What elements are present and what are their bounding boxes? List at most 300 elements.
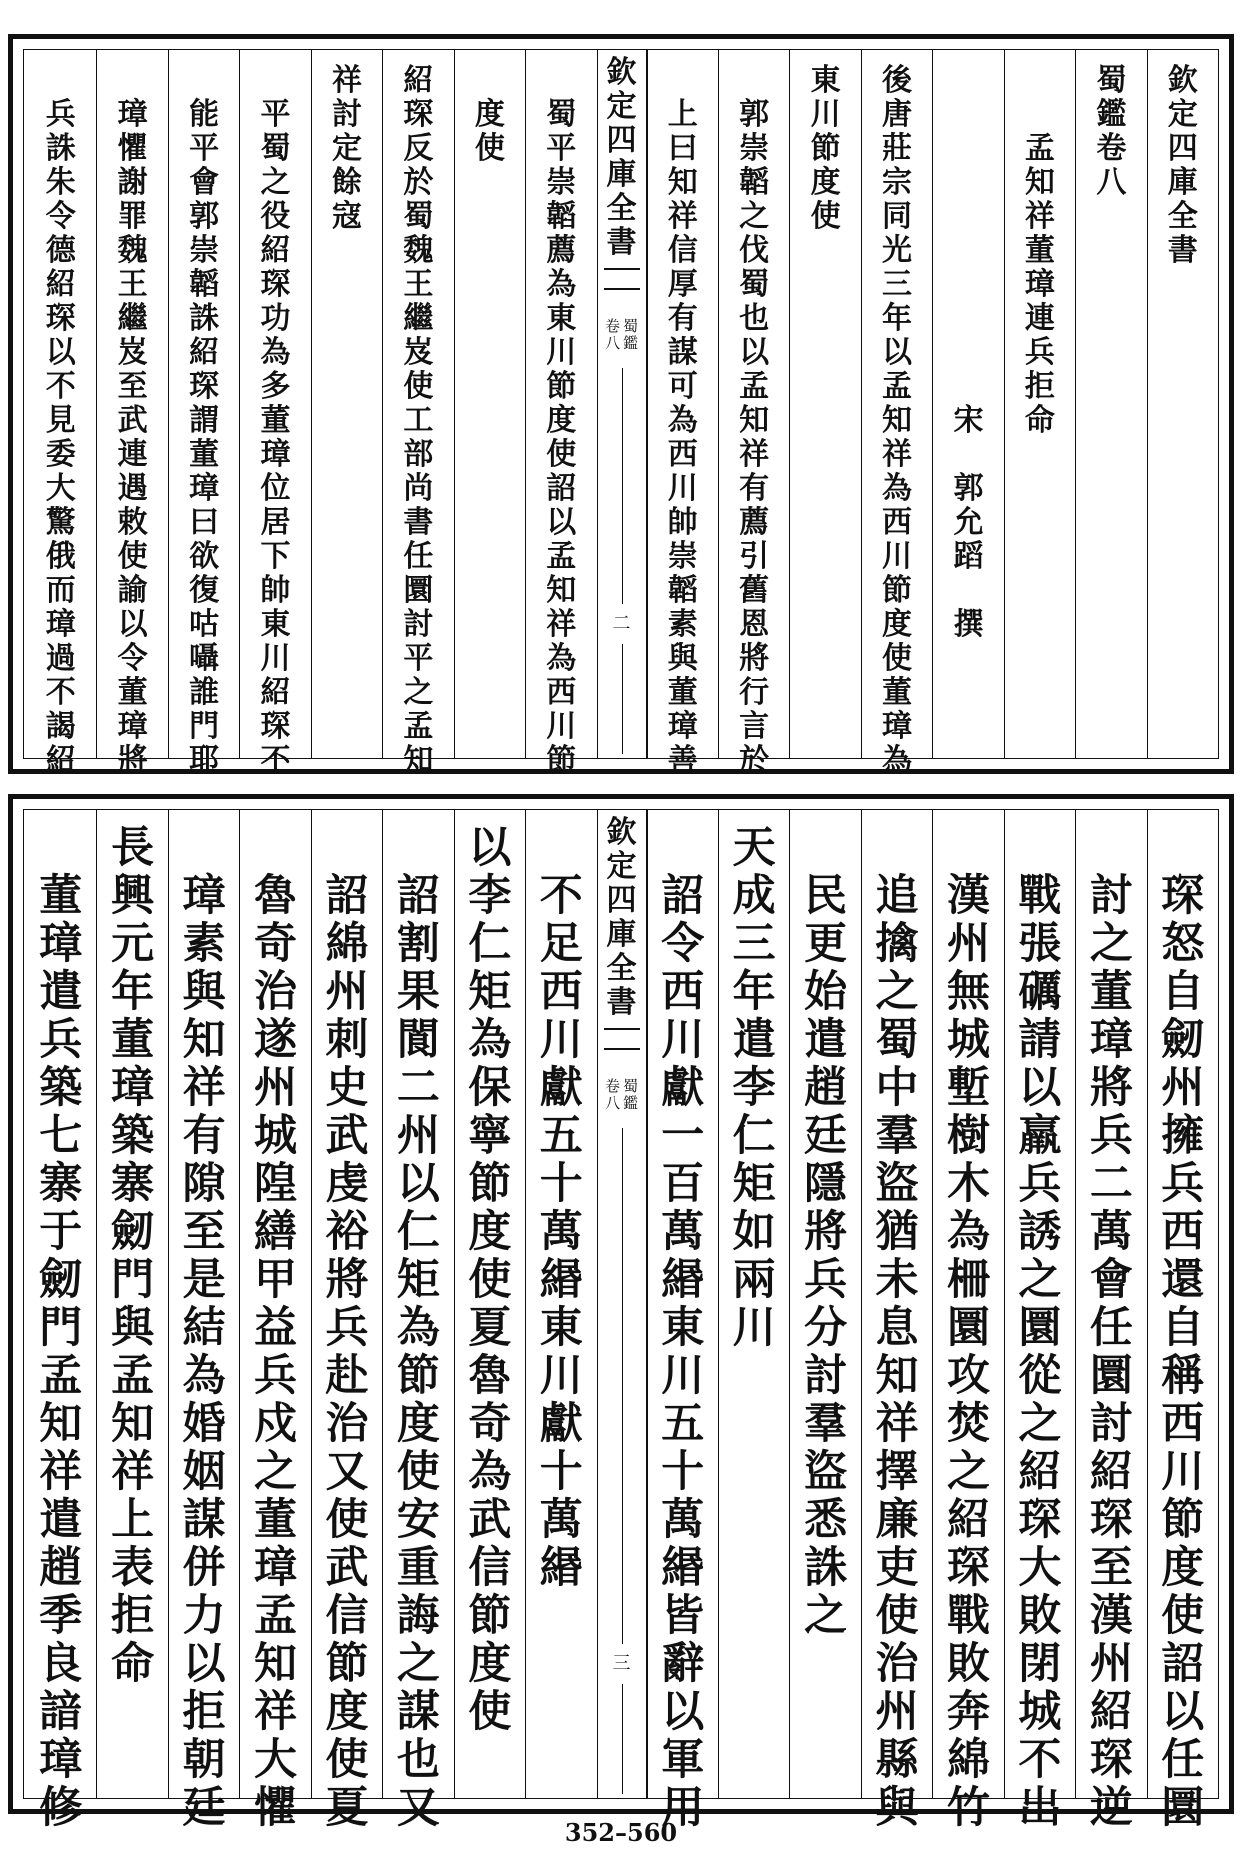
gutter-volume [605, 1078, 620, 1112]
glyph [961, 824, 976, 872]
glyph: 紹 [189, 335, 220, 370]
glyph: 之 [396, 1639, 440, 1689]
glyph: 也 [396, 1735, 440, 1785]
glyph: 矩 [468, 967, 512, 1017]
glyph: 郭 [953, 471, 984, 506]
glyph: 定 [331, 131, 362, 166]
glyph: 足 [539, 919, 583, 969]
gutter-rule-lower [622, 1684, 624, 1794]
glyph: 祥 [182, 1063, 226, 1113]
glyph: 四 [606, 123, 637, 158]
glyph: 誰 [189, 675, 220, 710]
glyph: 董 [1024, 233, 1055, 268]
glyph: 為 [882, 471, 913, 506]
glyph: 劒 [39, 1255, 83, 1305]
glyph: 武 [117, 403, 148, 438]
glyph: 為 [882, 743, 913, 778]
glyph: 璋 [1089, 1015, 1133, 1065]
gutter-page-number: 二 [612, 613, 631, 634]
glyph: 木 [946, 1159, 990, 1209]
glyph: 不 [260, 743, 291, 778]
glyph: 璋 [117, 97, 148, 132]
center-gutter [597, 810, 647, 1798]
column-text [397, 824, 440, 1832]
glyph: 甲 [254, 1255, 298, 1305]
gutter-book-name [623, 1078, 638, 1112]
glyph: 董 [1089, 967, 1133, 1017]
glyph: 節 [396, 1351, 440, 1401]
glyph: 俄 [45, 539, 76, 574]
column-text [733, 824, 776, 1352]
glyph: 百 [661, 1159, 705, 1209]
glyph: 欽 [606, 55, 637, 90]
glyph: 赴 [325, 1351, 369, 1401]
glyph: 部 [403, 437, 434, 472]
glyph: 琛 [189, 369, 220, 404]
glyph: 繼 [117, 301, 148, 336]
text-column-left-1 [454, 810, 525, 1798]
glyph [963, 268, 973, 302]
glyph: 卷 [604, 1077, 620, 1095]
glyph: 州 [1089, 1639, 1133, 1689]
glyph: 一 [661, 1111, 705, 1161]
glyph: 治 [254, 967, 298, 1017]
glyph [1104, 824, 1119, 872]
glyph: 息 [875, 1303, 919, 1353]
glyph: 會 [1089, 1255, 1133, 1305]
glyph: 良 [39, 1639, 83, 1689]
glyph: 蜀 [546, 97, 577, 132]
gutter-subtitle [605, 1078, 638, 1112]
glyph: 定 [606, 89, 637, 124]
glyph: 西 [1161, 1207, 1205, 1257]
gutter-page-number: 三 [612, 1653, 631, 1674]
glyph: 諭 [117, 573, 148, 608]
glyph: 崇 [667, 539, 698, 574]
glyph: 祥 [1024, 199, 1055, 234]
glyph: 至 [117, 369, 148, 404]
glyph: 四 [606, 883, 637, 918]
glyph: 稱 [1161, 1351, 1205, 1401]
glyph: 戍 [254, 1399, 298, 1449]
column-text [39, 824, 82, 1832]
glyph: 八 [604, 1094, 620, 1112]
glyph: 知 [546, 573, 577, 608]
glyph: 十 [661, 1447, 705, 1497]
glyph: 擇 [875, 1447, 919, 1497]
glyph: 郭 [739, 97, 770, 132]
glyph: 知 [739, 403, 770, 438]
glyph: 誅 [804, 1543, 848, 1593]
text-column-right-5 [789, 50, 860, 758]
text-column-right-1 [1075, 50, 1146, 758]
glyph: 羣 [804, 1399, 848, 1449]
text-column-left-0 [525, 810, 596, 1798]
glyph: 使 [403, 369, 434, 404]
glyph: 閬 [396, 1015, 440, 1065]
glyph: 令 [661, 919, 705, 969]
glyph: 季 [39, 1591, 83, 1641]
glyph: 朝 [182, 1735, 226, 1785]
glyph: 將 [117, 743, 148, 778]
glyph: 閉 [1018, 1639, 1062, 1689]
glyph: 書 [403, 505, 434, 540]
glyph: 度 [468, 1639, 512, 1689]
glyph: 琛 [403, 97, 434, 132]
glyph: 節 [882, 573, 913, 608]
glyph: 元 [111, 919, 155, 969]
glyph: 川 [539, 1015, 583, 1065]
glyph: 平 [260, 97, 291, 132]
glyph: 庫 [1167, 165, 1198, 200]
column-text [118, 64, 148, 778]
glyph: 焚 [946, 1399, 990, 1449]
glyph: 軍 [661, 1735, 705, 1785]
glyph: 力 [182, 1591, 226, 1641]
glyph: 同 [882, 199, 913, 234]
glyph: 詔 [546, 471, 577, 506]
glyph: 反 [403, 131, 434, 166]
column-text [189, 64, 219, 778]
glyph: 州 [325, 967, 369, 1017]
glyph: 魯 [254, 871, 298, 921]
glyph: 治 [875, 1639, 919, 1689]
glyph: 鑑 [623, 1094, 639, 1112]
gutter-rule [622, 1128, 624, 1644]
glyph: 川 [732, 1303, 776, 1353]
glyph: 拒 [111, 1591, 155, 1641]
text-column-left-3 [311, 50, 382, 758]
glyph: 隱 [804, 1159, 848, 1209]
column-text [332, 64, 362, 234]
glyph: 自 [1161, 1303, 1205, 1353]
glyph: 朱 [45, 165, 76, 200]
fish-tail-mark [604, 1028, 640, 1050]
glyph: 岌 [117, 335, 148, 370]
glyph: 知 [111, 1399, 155, 1449]
glyph: 緡 [661, 1543, 705, 1593]
column-text [546, 64, 576, 778]
glyph: 恩 [739, 607, 770, 642]
glyph: 祥 [254, 1687, 298, 1737]
glyph: 不 [1018, 1735, 1062, 1785]
text-column-right-0 [1147, 810, 1218, 1833]
glyph: 兵 [1024, 335, 1055, 370]
glyph: 敕 [117, 505, 148, 540]
glyph: 孟 [254, 1591, 298, 1641]
glyph: 蜀 [260, 131, 291, 166]
glyph: 於 [739, 743, 770, 778]
glyph: 趙 [804, 1063, 848, 1113]
glyph [963, 336, 973, 370]
glyph: 董 [882, 675, 913, 710]
text-column-right-4 [861, 810, 932, 1833]
glyph: 奇 [254, 919, 298, 969]
glyph: 遣 [804, 1015, 848, 1065]
glyph: 以 [396, 1159, 440, 1209]
glyph: 綿 [946, 1735, 990, 1785]
glyph: 矩 [396, 1255, 440, 1305]
glyph: 年 [111, 967, 155, 1017]
glyph: 位 [260, 471, 291, 506]
glyph: 欽 [606, 815, 637, 850]
glyph: 董 [254, 1495, 298, 1545]
column-text [1090, 824, 1133, 1832]
glyph: 西 [882, 505, 913, 540]
glyph: 紹 [403, 63, 434, 98]
column-text [254, 824, 297, 1832]
glyph: 琛 [1089, 1495, 1133, 1545]
glyph: 璋 [111, 1063, 155, 1113]
glyph: 李 [468, 871, 512, 921]
text-column-left-3 [311, 810, 382, 1833]
glyph: 謁 [45, 709, 76, 744]
glyph: 祥 [875, 1399, 919, 1449]
column-text [468, 824, 511, 1736]
glyph: 四 [1167, 131, 1198, 166]
text-column-left-2 [382, 50, 453, 778]
glyph: 罪 [117, 199, 148, 234]
glyph: 使 [468, 1687, 512, 1737]
glyph [197, 824, 212, 872]
glyph: 伐 [739, 233, 770, 268]
glyph: 討 [403, 607, 434, 642]
glyph: 之 [804, 1591, 848, 1641]
glyph: 矩 [732, 1159, 776, 1209]
glyph: 猶 [875, 1207, 919, 1257]
glyph: 韜 [546, 199, 577, 234]
glyph: 耶 [189, 743, 220, 778]
glyph: 過 [45, 641, 76, 676]
glyph: 治 [325, 1399, 369, 1449]
column-text [261, 64, 291, 778]
glyph: 仁 [732, 1111, 776, 1161]
glyph: 討 [1089, 1399, 1133, 1449]
glyph: 也 [739, 301, 770, 336]
glyph: 年 [732, 967, 776, 1017]
glyph: 紹 [1089, 1687, 1133, 1737]
glyph: 琛 [946, 1543, 990, 1593]
glyph: 命 [1024, 403, 1055, 438]
glyph: 拒 [1024, 369, 1055, 404]
glyph: 至 [182, 1207, 226, 1257]
glyph: 王 [403, 267, 434, 302]
glyph: 信 [325, 1591, 369, 1641]
glyph: 萬 [661, 1207, 705, 1257]
column-text [739, 64, 769, 778]
glyph: 薦 [739, 505, 770, 540]
glyph: 璋 [39, 1735, 83, 1785]
glyph: 二 [396, 1063, 440, 1113]
glyph: 多 [260, 369, 291, 404]
glyph: 川 [260, 641, 291, 676]
glyph: 定 [606, 849, 637, 884]
glyph: 十 [539, 1447, 583, 1497]
glyph: 八 [1096, 165, 1127, 200]
glyph [677, 64, 687, 98]
glyph: 璋 [667, 709, 698, 744]
glyph: 度 [474, 97, 505, 132]
glyph: 成 [732, 871, 776, 921]
glyph: 盜 [875, 1159, 919, 1209]
glyph: 魏 [117, 233, 148, 268]
glyph: 平 [403, 641, 434, 676]
glyph: 武 [325, 1543, 369, 1593]
glyph: 知 [882, 403, 913, 438]
glyph: 裕 [325, 1207, 369, 1257]
glyph: 節 [546, 369, 577, 404]
glyph: 祥 [546, 607, 577, 642]
column-text [1018, 824, 1061, 1832]
glyph: 工 [403, 403, 434, 438]
glyph: 為 [468, 1447, 512, 1497]
glyph: 萬 [539, 1495, 583, 1545]
glyph: 戰 [1018, 871, 1062, 921]
column-text [811, 64, 841, 234]
glyph: 引 [739, 539, 770, 574]
gutter-title [607, 816, 637, 1020]
glyph [270, 64, 280, 98]
text-column-left-5 [168, 50, 239, 778]
glyph: 任 [1161, 1735, 1205, 1785]
glyph: 與 [111, 1303, 155, 1353]
glyph: 於 [403, 165, 434, 200]
glyph: 圜 [946, 1303, 990, 1353]
glyph: 五 [539, 1111, 583, 1161]
column-text [1168, 64, 1198, 268]
column-text [1025, 64, 1055, 438]
glyph: 城 [1018, 1687, 1062, 1737]
glyph: 更 [804, 919, 848, 969]
glyph: 于 [39, 1207, 83, 1257]
glyph: 琛 [1161, 871, 1205, 921]
glyph: 蜀 [403, 199, 434, 234]
glyph: 餘 [331, 165, 362, 200]
glyph: 寨 [111, 1159, 155, 1209]
glyph: 使 [875, 1591, 919, 1641]
glyph: 以 [468, 823, 512, 873]
glyph: 長 [111, 823, 155, 873]
glyph: 祥 [331, 63, 362, 98]
glyph: 使 [468, 1255, 512, 1305]
glyph: 節 [325, 1639, 369, 1689]
glyph: 璋 [182, 871, 226, 921]
glyph: 祥 [739, 437, 770, 472]
glyph: 為 [946, 1207, 990, 1257]
text-column-left-4 [239, 810, 310, 1833]
glyph: 羣 [875, 1111, 919, 1161]
glyph: 以 [546, 505, 577, 540]
glyph: 德 [45, 233, 76, 268]
glyph: 董 [111, 1015, 155, 1065]
glyph [963, 234, 973, 268]
glyph: 盜 [804, 1447, 848, 1497]
glyph: 敗 [1018, 1591, 1062, 1641]
glyph: 討 [1089, 871, 1133, 921]
glyph: 兩 [732, 1255, 776, 1305]
glyph: 曰 [667, 131, 698, 166]
glyph: 書 [606, 225, 637, 260]
glyph: 樹 [946, 1111, 990, 1161]
page-number-footer: 352–560 [564, 1818, 678, 1847]
glyph: 遣 [39, 1495, 83, 1545]
glyph: 武 [325, 1111, 369, 1161]
glyph: 使 [117, 539, 148, 574]
glyph: 紹 [1018, 1447, 1062, 1497]
glyph: 琛 [45, 301, 76, 336]
glyph: 併 [182, 1543, 226, 1593]
column-text [540, 824, 583, 1592]
glyph: 川 [882, 539, 913, 574]
glyph: 卷 [604, 317, 620, 335]
text-column-left-0 [525, 50, 596, 778]
glyph: 吏 [875, 1543, 919, 1593]
glyph: 紹 [45, 743, 76, 778]
glyph [1035, 98, 1045, 132]
glyph: 平 [189, 131, 220, 166]
glyph: 漢 [946, 871, 990, 921]
glyph: 為 [468, 1015, 512, 1065]
glyph: 定 [1167, 97, 1198, 132]
text-column-left-2 [382, 810, 453, 1833]
glyph: 鑑 [623, 334, 639, 352]
glyph: 張 [1018, 919, 1062, 969]
glyph: 節 [810, 131, 841, 166]
glyph: 功 [260, 301, 291, 336]
glyph [963, 574, 973, 608]
glyph: 虔 [325, 1159, 369, 1209]
glyph: 魏 [403, 233, 434, 268]
column-text [403, 64, 433, 778]
glyph: 謀 [396, 1687, 440, 1737]
glyph [963, 132, 973, 166]
glyph: 又 [396, 1783, 440, 1833]
fish-tail-mark [604, 268, 640, 290]
glyph: 築 [39, 1063, 83, 1113]
glyph: 川 [661, 1015, 705, 1065]
glyph: 隙 [182, 1159, 226, 1209]
glyph: 遇 [117, 471, 148, 506]
glyph: 至 [1089, 1543, 1133, 1593]
glyph [339, 824, 354, 872]
text-column-left-6 [96, 810, 167, 1798]
glyph: 遂 [254, 1015, 298, 1065]
glyph: 將 [804, 1207, 848, 1257]
glyph: 誅 [189, 301, 220, 336]
glyph: 帥 [260, 573, 291, 608]
glyph: 上 [111, 1495, 155, 1545]
glyph: 西 [667, 437, 698, 472]
column-text [1161, 824, 1204, 1832]
glyph: 使 [882, 641, 913, 676]
glyph: 不 [539, 871, 583, 921]
glyph: 之 [254, 1447, 298, 1497]
glyph: 璋 [254, 1543, 298, 1593]
glyph: 之 [1018, 1255, 1062, 1305]
glyph: 州 [946, 919, 990, 969]
glyph: 厚 [667, 267, 698, 302]
glyph: 蜀 [739, 267, 770, 302]
glyph: 城 [946, 1015, 990, 1065]
glyph [818, 824, 833, 872]
glyph: 孟 [546, 539, 577, 574]
glyph: 保 [468, 1063, 512, 1113]
glyph: 度 [546, 403, 577, 438]
glyph [127, 64, 137, 98]
glyph: 節 [546, 743, 577, 778]
glyph: 孟 [739, 369, 770, 404]
glyph: 上 [667, 97, 698, 132]
